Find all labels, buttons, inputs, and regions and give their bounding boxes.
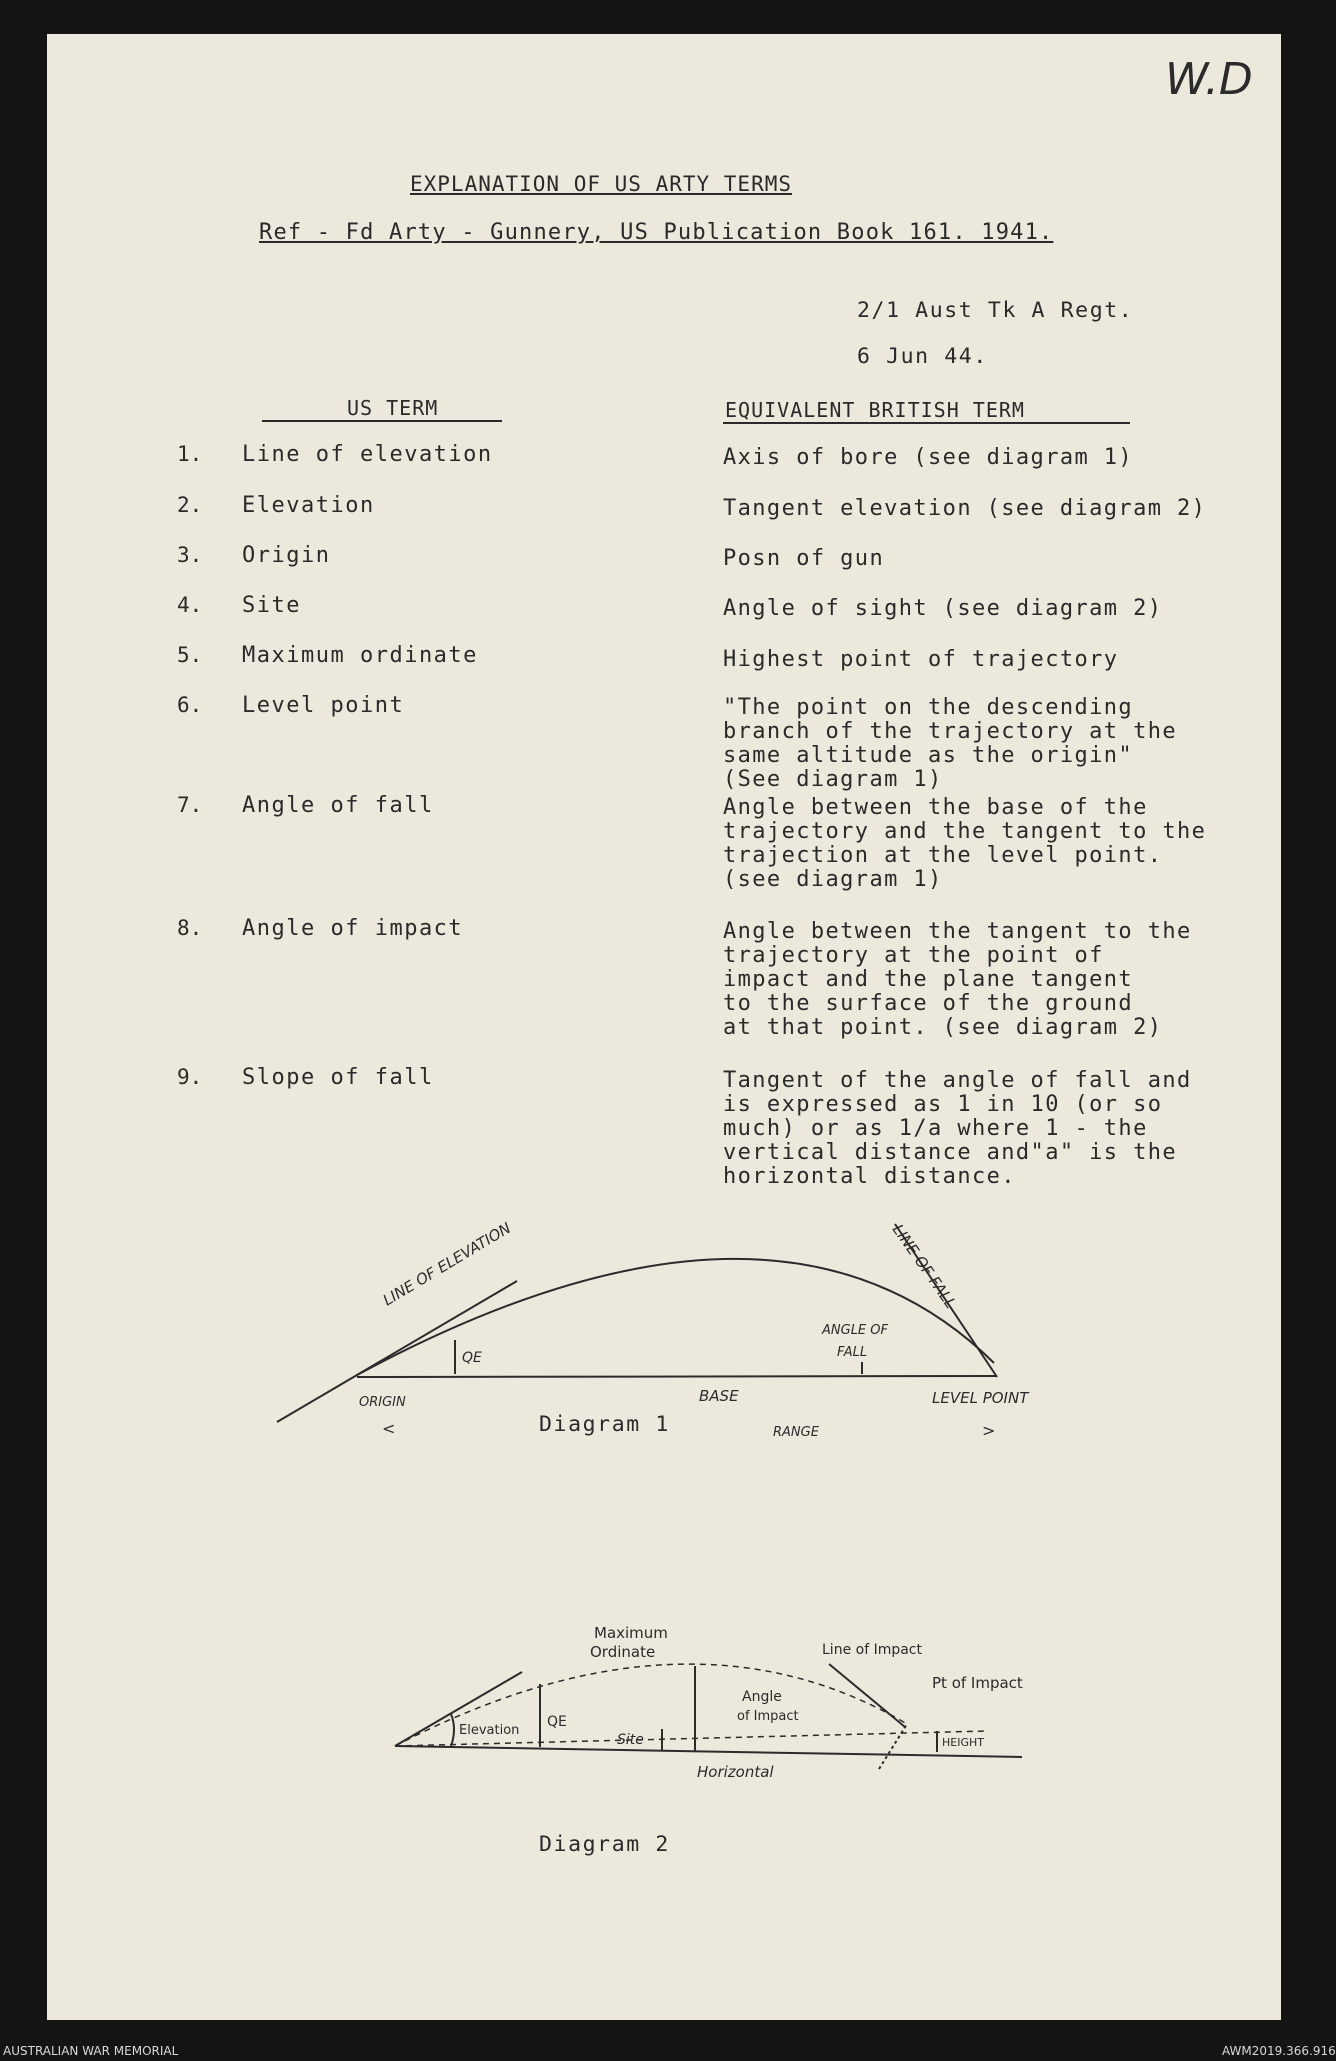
us-term: Angle of impact — [242, 916, 464, 941]
label-base: BASE — [699, 1387, 739, 1405]
label-line-of-elevation: LINE OF ELEVATION — [379, 1218, 515, 1310]
label-line-of-fall: LINE OF FALL — [888, 1220, 960, 1312]
label-level-point: LEVEL POINT — [932, 1389, 1029, 1407]
us-term: Origin — [242, 543, 331, 568]
document-date: 6 Jun 44. — [857, 344, 988, 369]
horizontal-line — [395, 1746, 1022, 1757]
label-qe-2: QE — [547, 1714, 567, 1730]
arrow-left: < — [382, 1419, 396, 1438]
british-term: Tangent of the angle of fall and is expressed as 1 in 10 (or so much) or as 1/a where 1 - the vertical distance and"a" is the horizontal distance. — [723, 1068, 1192, 1189]
label-maximum: Maximum — [594, 1624, 668, 1642]
footer-right: AWM2019.366.916 — [1222, 2044, 1336, 2058]
label-origin: ORIGIN — [359, 1395, 406, 1410]
label-angle-of-fall-1: ANGLE OF — [822, 1323, 888, 1338]
impact-ground — [879, 1724, 907, 1769]
term-number: 5. — [177, 643, 203, 667]
british-term: Tangent elevation (see diagram 2) — [723, 496, 1207, 521]
british-term: Angle of sight (see diagram 2) — [723, 596, 1163, 621]
reference-line: Ref - Fd Arty - Gunnery, US Publication Book 161. 1941. — [259, 220, 1054, 245]
corner-mark: W.D — [1165, 54, 1253, 105]
term-number: 3. — [177, 543, 203, 567]
label-ordinate: Ordinate — [590, 1643, 656, 1661]
term-number: 4. — [177, 593, 203, 617]
label-pt-of-impact: Pt of Impact — [932, 1674, 1023, 1692]
british-term: Highest point of trajectory — [723, 647, 1119, 672]
diagram-1-caption: Diagram 1 — [539, 1412, 670, 1437]
us-term: Site — [242, 593, 301, 618]
us-term: Level point — [242, 693, 405, 718]
term-number: 2. — [177, 493, 203, 517]
label-site: Site — [617, 1732, 644, 1748]
line-of-impact — [829, 1664, 905, 1727]
label-angle: Angle — [742, 1689, 782, 1705]
label-of-impact: of Impact — [737, 1709, 799, 1724]
arrow-right: > — [982, 1421, 996, 1440]
term-number: 6. — [177, 693, 203, 717]
elevation-arc — [451, 1714, 454, 1746]
document-sheet — [47, 34, 1281, 2020]
british-term: "The point on the descending branch of the trajectory at the same altitude as the origin" (See diagram 1) — [723, 695, 1177, 792]
header-us-term: US TERM — [347, 396, 439, 420]
us-term: Line of elevation — [242, 442, 493, 467]
us-term: Slope of fall — [242, 1065, 434, 1090]
term-number: 9. — [177, 1065, 203, 1089]
us-term: Maximum ordinate — [242, 643, 478, 668]
label-range: RANGE — [773, 1425, 819, 1440]
british-term: Angle between the base of the trajectory and the tangent to the trajection at the level point. (see diagram 1) — [723, 795, 1207, 892]
unit-name: 2/1 Aust Tk A Regt. — [857, 298, 1134, 323]
document-title: EXPLANATION OF US ARTY TERMS — [410, 172, 793, 196]
footer-left: AUSTRALIAN WAR MEMORIAL — [3, 2044, 179, 2058]
term-number: 1. — [177, 442, 203, 466]
header-british-term: EQUIVALENT BRITISH TERM — [725, 398, 1025, 422]
term-number: 7. — [177, 793, 203, 817]
label-angle-of-fall-2: FALL — [837, 1345, 868, 1360]
diagram-2-caption: Diagram 2 — [539, 1832, 670, 1857]
term-number: 8. — [177, 916, 203, 940]
label-elevation: Elevation — [459, 1723, 520, 1738]
label-height: HEIGHT — [942, 1736, 984, 1749]
label-horizontal: Horizontal — [697, 1763, 774, 1781]
us-term: Elevation — [242, 493, 375, 518]
label-line-of-impact: Line of Impact — [822, 1642, 922, 1658]
diagram-2 — [47, 34, 1281, 2020]
us-term: Angle of fall — [242, 793, 434, 818]
british-term: Angle between the tangent to the trajectory at the point of impact and the plane tangent to the surface of the ground at that point. (see diagram 2) — [723, 919, 1192, 1040]
british-term: Posn of gun — [723, 546, 885, 571]
label-qe: QE — [462, 1350, 482, 1366]
british-term: Axis of bore (see diagram 1) — [723, 445, 1134, 470]
